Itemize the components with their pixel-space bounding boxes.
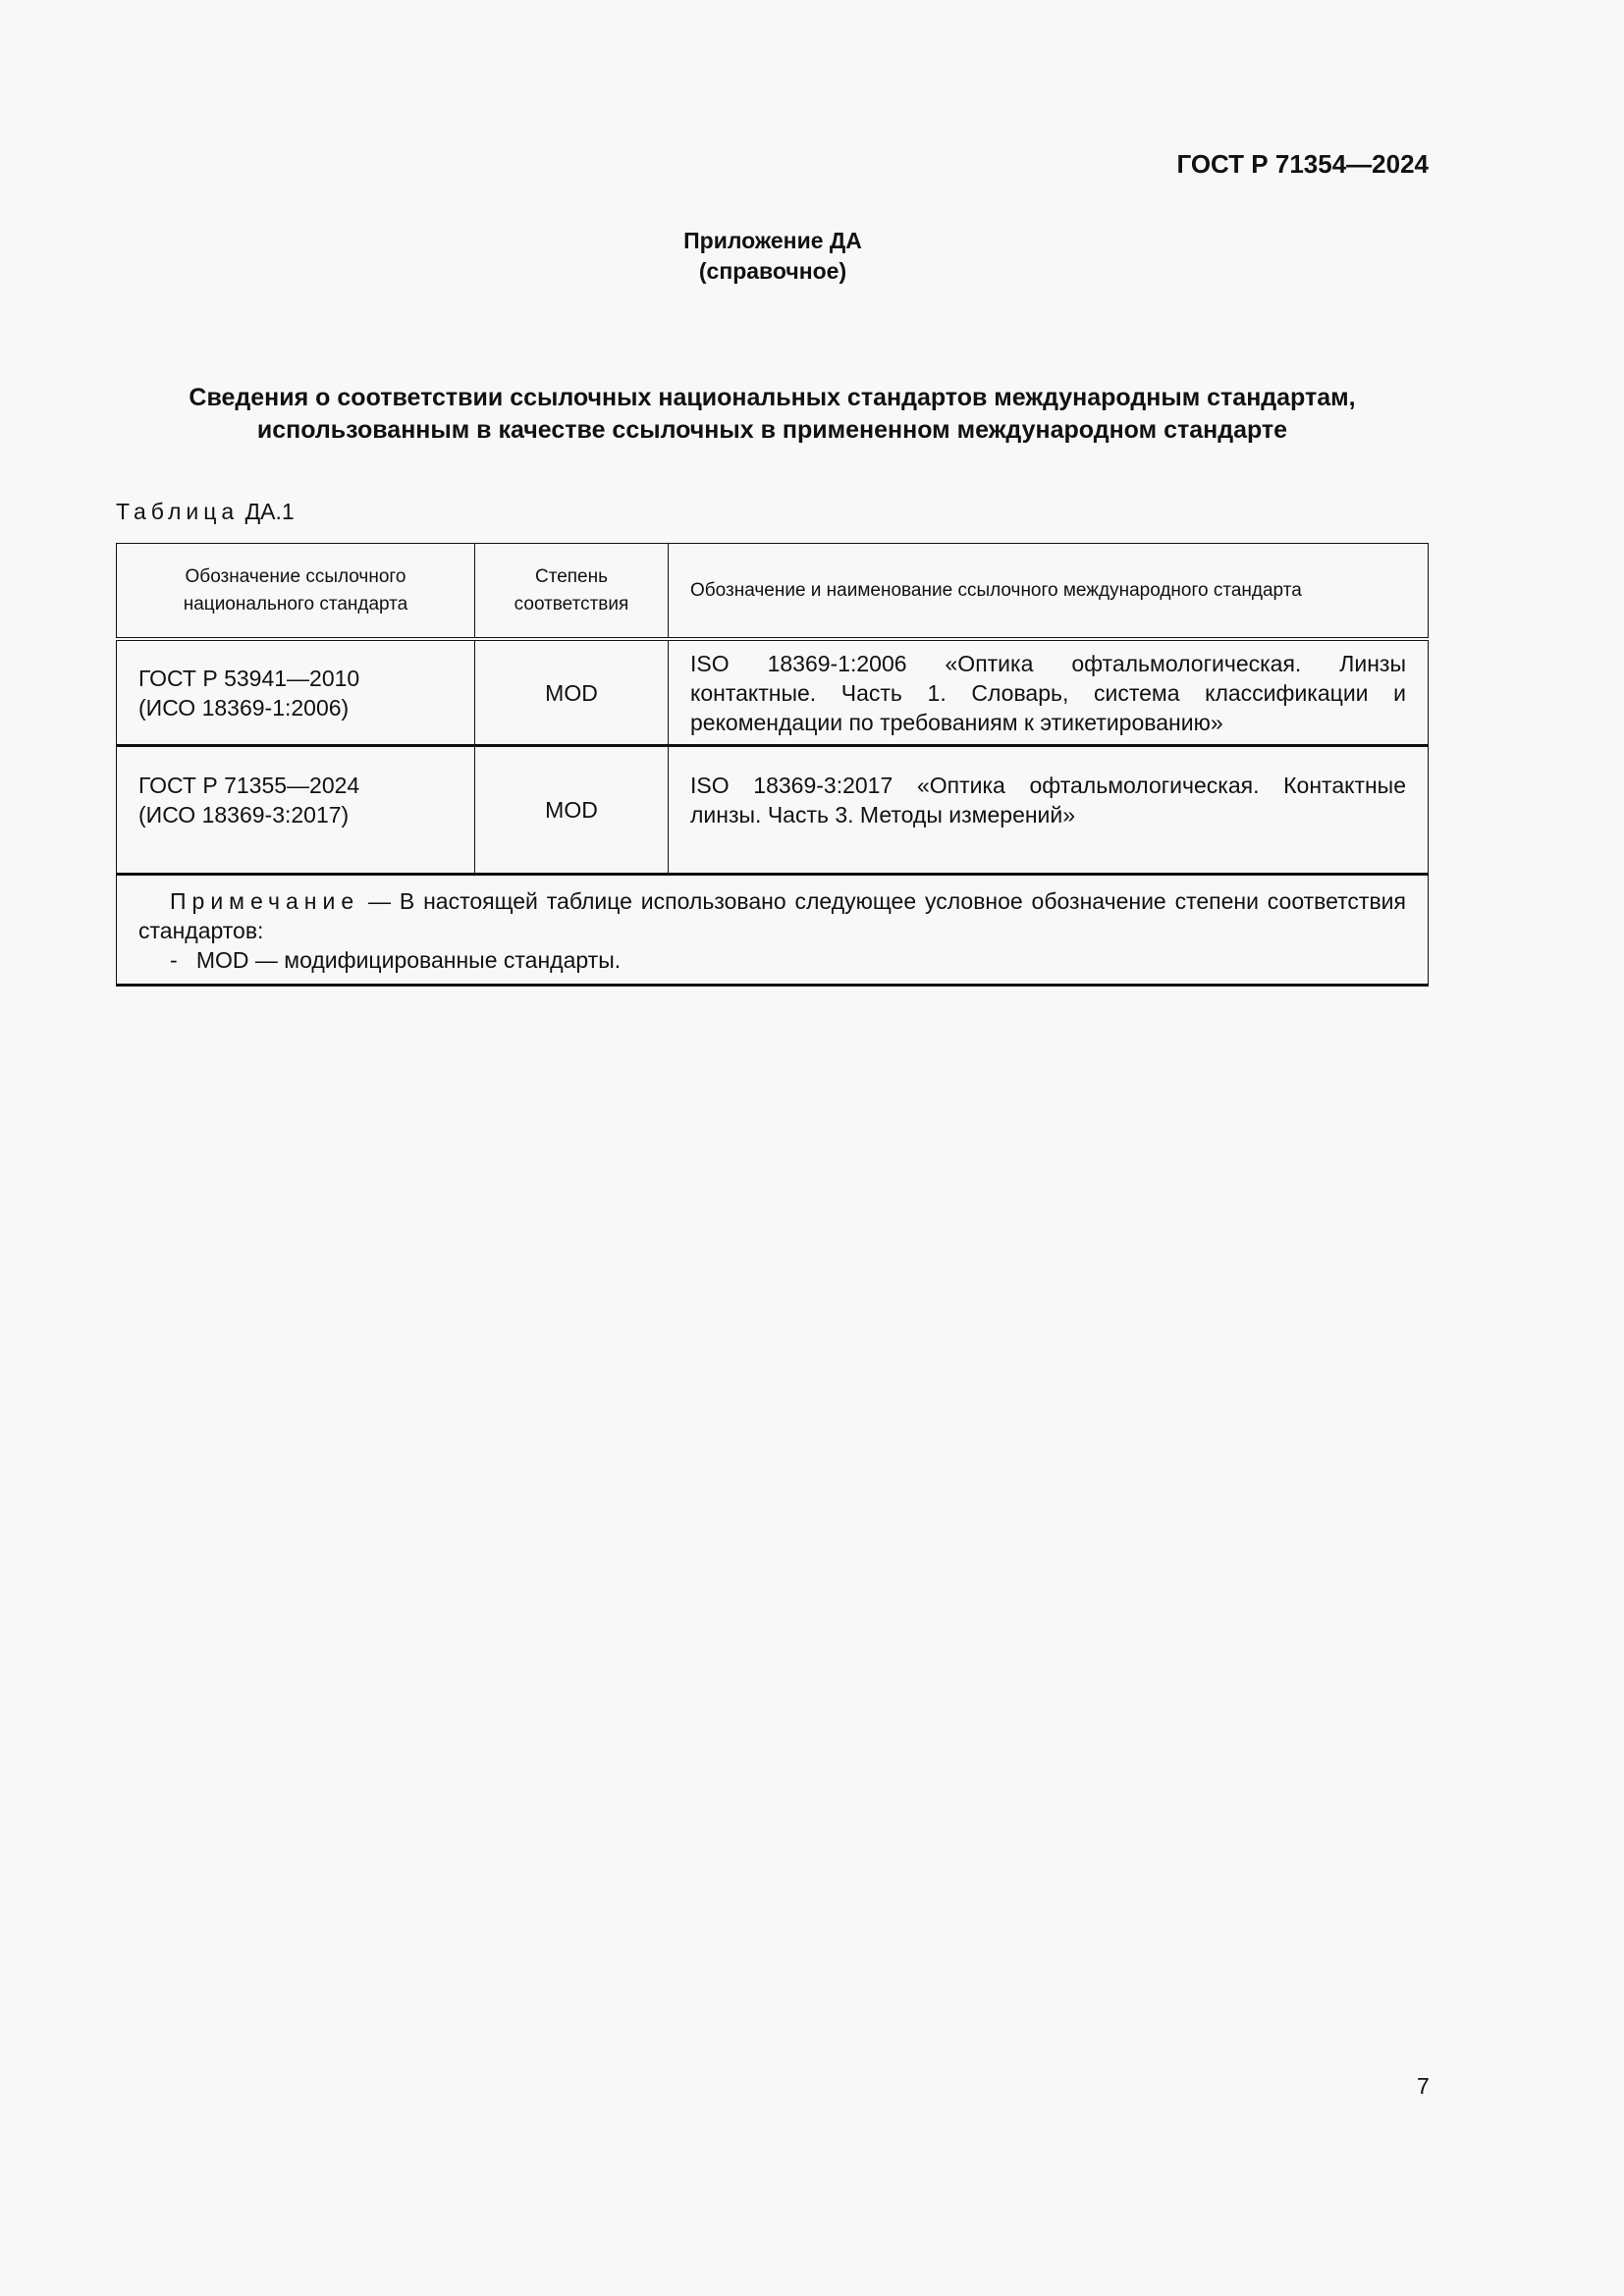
degree-cell: MOD [475,746,669,875]
note-text-block [138,886,1406,945]
section-heading [116,382,1429,447]
note-label: Примечание [170,888,360,914]
national-standard-code: ГОСТ Р 71355—2024 [138,773,360,798]
national-standard-equivalent: (ИСО 18369-3:2017) [138,802,350,828]
national-standard-equivalent: (ИСО 18369-1:2006) [138,694,350,721]
note-text: — В настоящей таблице использовано следующее условное обозначение степени соответствия стандартов: [138,888,1406,943]
note-list-item [138,945,1406,975]
table-caption-number: ДА.1 [244,499,295,524]
column-header-national: Обозначение ссылочного национального стандарта [117,544,475,640]
table-note [117,875,1429,986]
note-bullet: - [170,947,178,973]
heading-line-2: использованным в качестве ссылочных в примененном международном стандарте [256,416,1288,444]
national-standard-cell [117,746,475,875]
appendix-type: (справочное) [698,258,847,284]
degree-cell: MOD [475,639,669,746]
heading-line-1: Сведения о соответствии ссылочных национальных стандартов международным стандартам, [189,384,1356,411]
table-row [117,746,1429,875]
appendix-title: Приложение ДА [683,228,862,253]
table-note-row [117,875,1429,986]
correspondence-table [116,543,1429,987]
table-header-row [117,544,1429,640]
national-standard-code: ГОСТ Р 53941—2010 [138,665,360,691]
international-standard-cell: ISO 18369-3:2017 «Оптика офтальмологическая. Контактные линзы. Часть 3. Методы измерений» [669,746,1429,875]
table-caption-word: Таблица [116,499,240,524]
page-number: 7 [1417,2073,1430,2099]
table-caption [116,499,295,525]
national-standard-cell [117,639,475,746]
column-header-degree: Степень соответствия [475,544,669,640]
document-code: ГОСТ Р 71354—2024 [1176,149,1429,179]
international-standard-cell: ISO 18369-1:2006 «Оптика офтальмологическая. Линзы контактные. Часть 1. Словарь, система классификации и рекомендации по требованиям к этикетированию» [669,639,1429,746]
table-row [117,639,1429,746]
appendix-title-block [0,226,1545,287]
column-header-international: Обозначение и наименование ссылочного международного стандарта [669,544,1429,640]
note-item-text: MOD — модифицированные стандарты. [195,947,622,973]
